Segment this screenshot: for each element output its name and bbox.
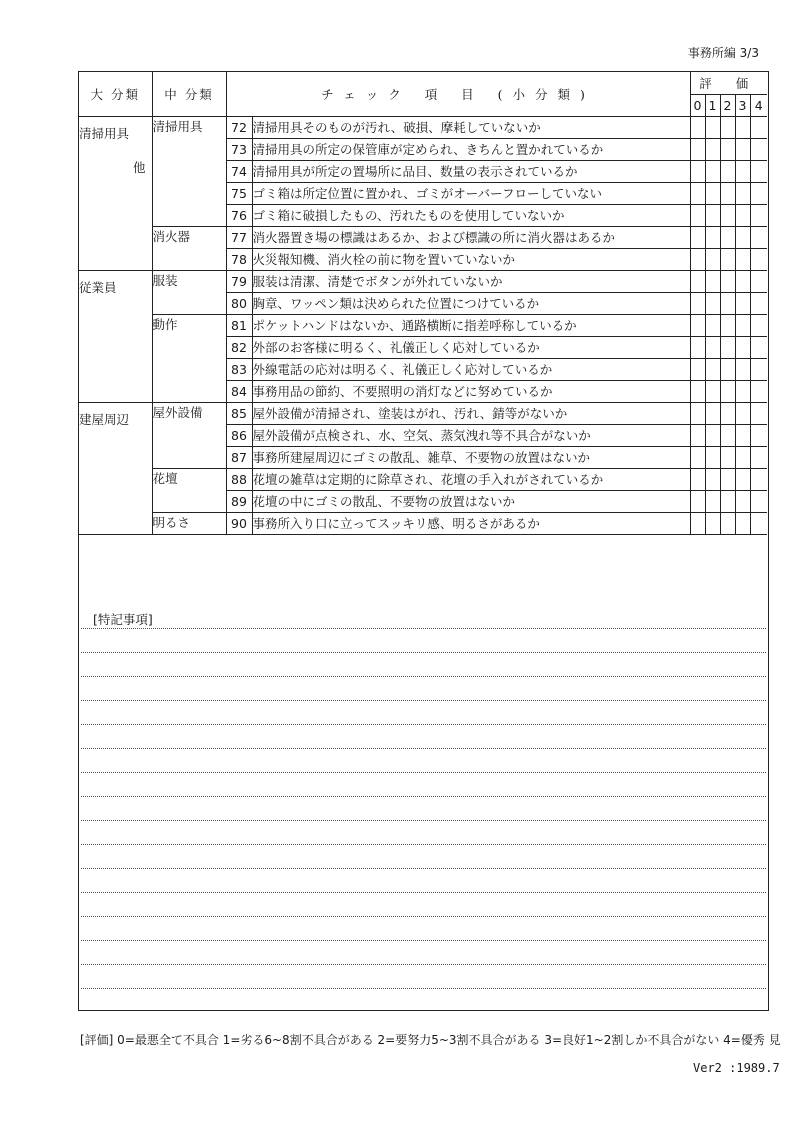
score-cell-1[interactable] — [705, 138, 720, 160]
score-cell-1[interactable] — [705, 468, 720, 490]
item-number: 75 — [226, 182, 252, 204]
score-cell-4[interactable] — [750, 138, 767, 160]
score-cell-3[interactable] — [735, 468, 750, 490]
check-item-text: 外線電話の応対は明るく、礼儀正しく応対しているか — [252, 358, 690, 380]
note-line[interactable] — [81, 988, 766, 989]
check-item-text: 花壇の雑草は定期的に除草され、花壇の手入れがされているか — [252, 468, 690, 490]
score-cell-0[interactable] — [690, 314, 705, 336]
score-cell-0[interactable] — [690, 226, 705, 248]
check-item-text: 胸章、ワッペン類は決められた位置につけているか — [252, 292, 690, 314]
score-cell-1[interactable] — [705, 490, 720, 512]
table-row — [79, 402, 767, 424]
note-line[interactable] — [81, 772, 766, 773]
score-cell-4[interactable] — [750, 402, 767, 424]
score-cell-1[interactable] — [705, 424, 720, 446]
major-category-cell — [79, 116, 152, 270]
major-category-label: 従業員 — [79, 279, 117, 295]
score-cell-0[interactable] — [690, 138, 705, 160]
score-cell-3[interactable] — [735, 116, 750, 138]
item-number: 82 — [226, 336, 252, 358]
note-line[interactable] — [81, 724, 766, 725]
score-cell-3[interactable] — [735, 380, 750, 402]
note-line[interactable] — [81, 628, 766, 629]
table-header — [79, 72, 767, 116]
check-item-text: 火災報知機、消火栓の前に物を置いていないか — [252, 248, 690, 270]
score-cell-3[interactable] — [735, 402, 750, 424]
score-cell-2[interactable] — [720, 336, 735, 358]
check-item-text: ゴミ箱に破損したもの、汚れたものを使用していないか — [252, 204, 690, 226]
item-number: 77 — [226, 226, 252, 248]
score-cell-1[interactable] — [705, 182, 720, 204]
score-cell-4[interactable] — [750, 204, 767, 226]
major-category-extra: 他 — [132, 159, 146, 175]
note-line[interactable] — [81, 916, 766, 917]
mid-category-cell: 動作 — [152, 314, 226, 402]
check-item-text: ゴミ箱は所定位置に置かれ、ゴミがオーバーフローしていない — [252, 182, 690, 204]
score-cell-2[interactable] — [720, 358, 735, 380]
check-item-text: 清掃用具そのものが汚れ、破損、摩耗していないか — [252, 116, 690, 138]
mid-category-cell: 明るさ — [152, 512, 226, 534]
mid-category-cell: 屋外設備 — [152, 402, 226, 468]
page-label: 事務所編 3/3 — [687, 46, 759, 60]
score-cell-4[interactable] — [750, 248, 767, 270]
score-cell-4[interactable] — [750, 380, 767, 402]
score-cell-1[interactable] — [705, 314, 720, 336]
item-number: 85 — [226, 402, 252, 424]
item-number: 76 — [226, 204, 252, 226]
item-number: 86 — [226, 424, 252, 446]
score-cell-0[interactable] — [690, 380, 705, 402]
score-cell-0[interactable] — [690, 336, 705, 358]
score-cell-3[interactable] — [735, 248, 750, 270]
item-number: 83 — [226, 358, 252, 380]
item-number: 72 — [226, 116, 252, 138]
score-cell-0[interactable] — [690, 292, 705, 314]
score-cell-2[interactable] — [720, 490, 735, 512]
note-line[interactable] — [81, 844, 766, 845]
score-cell-4[interactable] — [750, 182, 767, 204]
score-cell-0[interactable] — [690, 248, 705, 270]
score-cell-2[interactable] — [720, 204, 735, 226]
score-cell-1[interactable] — [705, 248, 720, 270]
score-cell-4[interactable] — [750, 446, 767, 468]
checklist-frame — [78, 71, 769, 1011]
score-cell-0[interactable] — [690, 204, 705, 226]
note-line[interactable] — [81, 940, 766, 941]
score-cell-2[interactable] — [720, 160, 735, 182]
score-cell-0[interactable] — [690, 424, 705, 446]
score-cell-2[interactable] — [720, 402, 735, 424]
score-cell-3[interactable] — [735, 204, 750, 226]
score-cell-4[interactable] — [750, 490, 767, 512]
score-cell-4[interactable] — [750, 512, 767, 534]
major-category-cell — [79, 270, 152, 402]
score-cell-0[interactable] — [690, 160, 705, 182]
major-category-label: 建屋周辺 — [79, 411, 130, 427]
score-cell-3[interactable] — [735, 138, 750, 160]
score-cell-3[interactable] — [735, 358, 750, 380]
header-score-2: 2 — [720, 94, 735, 116]
score-cell-3[interactable] — [735, 424, 750, 446]
check-item-text: 屋外設備が清掃され、塗装はがれ、汚れ、錆等がないか — [252, 402, 690, 424]
note-line[interactable] — [81, 868, 766, 869]
score-cell-3[interactable] — [735, 292, 750, 314]
score-cell-2[interactable] — [720, 292, 735, 314]
check-item-text: ポケットハンドはないか、通路横断に指差呼称しているか — [252, 314, 690, 336]
check-item-text: 屋外設備が点検され、水、空気、蒸気洩れ等不具合がないか — [252, 424, 690, 446]
score-cell-1[interactable] — [705, 116, 720, 138]
score-cell-4[interactable] — [750, 160, 767, 182]
header-major-category: 大 分類 — [79, 72, 152, 116]
item-number: 84 — [226, 380, 252, 402]
item-number: 80 — [226, 292, 252, 314]
item-number: 89 — [226, 490, 252, 512]
score-cell-0[interactable] — [690, 468, 705, 490]
score-cell-3[interactable] — [735, 490, 750, 512]
item-number: 90 — [226, 512, 252, 534]
item-number: 87 — [226, 446, 252, 468]
check-item-text: 清掃用具の所定の保管庫が定められ、きちんと置かれているか — [252, 138, 690, 160]
note-line[interactable] — [81, 748, 766, 749]
score-cell-2[interactable] — [720, 446, 735, 468]
score-cell-3[interactable] — [735, 446, 750, 468]
header-score-0: 0 — [690, 94, 705, 116]
mid-category-cell: 消火器 — [152, 226, 226, 270]
item-number: 88 — [226, 468, 252, 490]
score-cell-1[interactable] — [705, 402, 720, 424]
item-number: 79 — [226, 270, 252, 292]
note-line[interactable] — [81, 820, 766, 821]
mid-category-cell: 服装 — [152, 270, 226, 314]
table-row — [79, 314, 767, 336]
item-number: 78 — [226, 248, 252, 270]
score-cell-4[interactable] — [750, 226, 767, 248]
score-cell-0[interactable] — [690, 358, 705, 380]
item-number: 73 — [226, 138, 252, 160]
score-cell-2[interactable] — [720, 248, 735, 270]
table-row — [79, 116, 767, 138]
score-cell-2[interactable] — [720, 138, 735, 160]
header-check-items: チェック 項 目 (小分類) — [226, 72, 690, 116]
score-cell-1[interactable] — [705, 204, 720, 226]
header-score-1: 1 — [705, 94, 720, 116]
checklist-body — [79, 116, 767, 534]
mid-category-cell: 花壇 — [152, 468, 226, 512]
item-number: 74 — [226, 160, 252, 182]
table-row — [79, 512, 767, 534]
check-item-text: 花壇の中にゴミの散乱、不要物の放置はないか — [252, 490, 690, 512]
score-cell-0[interactable] — [690, 402, 705, 424]
score-cell-2[interactable] — [720, 182, 735, 204]
score-cell-4[interactable] — [750, 424, 767, 446]
version-label: Ver2 :1989.7 — [693, 1061, 780, 1075]
table-row — [79, 270, 767, 292]
score-cell-0[interactable] — [690, 270, 705, 292]
score-cell-3[interactable] — [735, 226, 750, 248]
score-cell-2[interactable] — [720, 424, 735, 446]
score-cell-2[interactable] — [720, 116, 735, 138]
score-cell-3[interactable] — [735, 336, 750, 358]
score-cell-0[interactable] — [690, 182, 705, 204]
check-item-text: 事務所建屋周辺にゴミの散乱、雑草、不要物の放置はないか — [252, 446, 690, 468]
check-item-text: 消火器置き場の標識はあるか、および標識の所に消火器はあるか — [252, 226, 690, 248]
notes-label: [特記事項] — [93, 612, 153, 627]
major-category-label: 清掃用具 — [79, 125, 130, 141]
score-cell-1[interactable] — [705, 226, 720, 248]
check-item-text: 清掃用具が所定の置場所に品目、数量の表示されているか — [252, 160, 690, 182]
note-line[interactable] — [81, 652, 766, 653]
score-cell-1[interactable] — [705, 358, 720, 380]
note-line[interactable] — [81, 676, 766, 677]
item-number: 81 — [226, 314, 252, 336]
score-cell-3[interactable] — [735, 512, 750, 534]
check-item-text: 事務所入り口に立ってスッキリ感、明るさがあるか — [252, 512, 690, 534]
score-cell-2[interactable] — [720, 314, 735, 336]
check-item-text: 外部のお客様に明るく、礼儀正しく応対しているか — [252, 336, 690, 358]
header-score-4: 4 — [750, 94, 767, 116]
table-row — [79, 468, 767, 490]
major-category-cell — [79, 402, 152, 534]
header-evaluation: 評 価 — [690, 72, 767, 94]
score-cell-4[interactable] — [750, 314, 767, 336]
note-line[interactable] — [81, 700, 766, 701]
score-cell-0[interactable] — [690, 490, 705, 512]
table-row — [79, 226, 767, 248]
score-cell-2[interactable] — [720, 468, 735, 490]
score-cell-0[interactable] — [690, 512, 705, 534]
score-cell-3[interactable] — [735, 270, 750, 292]
score-cell-4[interactable] — [750, 358, 767, 380]
score-cell-4[interactable] — [750, 270, 767, 292]
score-cell-1[interactable] — [705, 160, 720, 182]
score-cell-2[interactable] — [720, 380, 735, 402]
check-item-text: 服装は清潔、清楚でボタンが外れていないか — [252, 270, 690, 292]
score-cell-1[interactable] — [705, 336, 720, 358]
score-cell-4[interactable] — [750, 116, 767, 138]
score-cell-1[interactable] — [705, 270, 720, 292]
note-line[interactable] — [81, 964, 766, 965]
score-cell-3[interactable] — [735, 160, 750, 182]
score-cell-4[interactable] — [750, 336, 767, 358]
header-mid-category: 中 分類 — [152, 72, 226, 116]
checklist-table — [79, 72, 767, 535]
score-cell-1[interactable] — [705, 512, 720, 534]
check-item-text: 事務用品の節約、不要照明の消灯などに努めているか — [252, 380, 690, 402]
note-line[interactable] — [81, 796, 766, 797]
score-cell-1[interactable] — [705, 292, 720, 314]
score-cell-2[interactable] — [720, 226, 735, 248]
score-cell-4[interactable] — [750, 468, 767, 490]
score-cell-0[interactable] — [690, 446, 705, 468]
note-line[interactable] — [81, 892, 766, 893]
mid-category-cell: 清掃用具 — [152, 116, 226, 226]
score-cell-3[interactable] — [735, 314, 750, 336]
score-cell-4[interactable] — [750, 292, 767, 314]
evaluation-legend: [評価] 0=最悪全て不具合 1=劣る6~8割不具合がある 2=要努力5~3割不具合がある 3=良好1~2割しか不具合がない 4=優秀 見 — [80, 1033, 781, 1047]
score-cell-3[interactable] — [735, 182, 750, 204]
score-cell-2[interactable] — [720, 270, 735, 292]
score-cell-2[interactable] — [720, 512, 735, 534]
score-cell-1[interactable] — [705, 380, 720, 402]
score-cell-1[interactable] — [705, 446, 720, 468]
score-cell-0[interactable] — [690, 116, 705, 138]
header-score-3: 3 — [735, 94, 750, 116]
